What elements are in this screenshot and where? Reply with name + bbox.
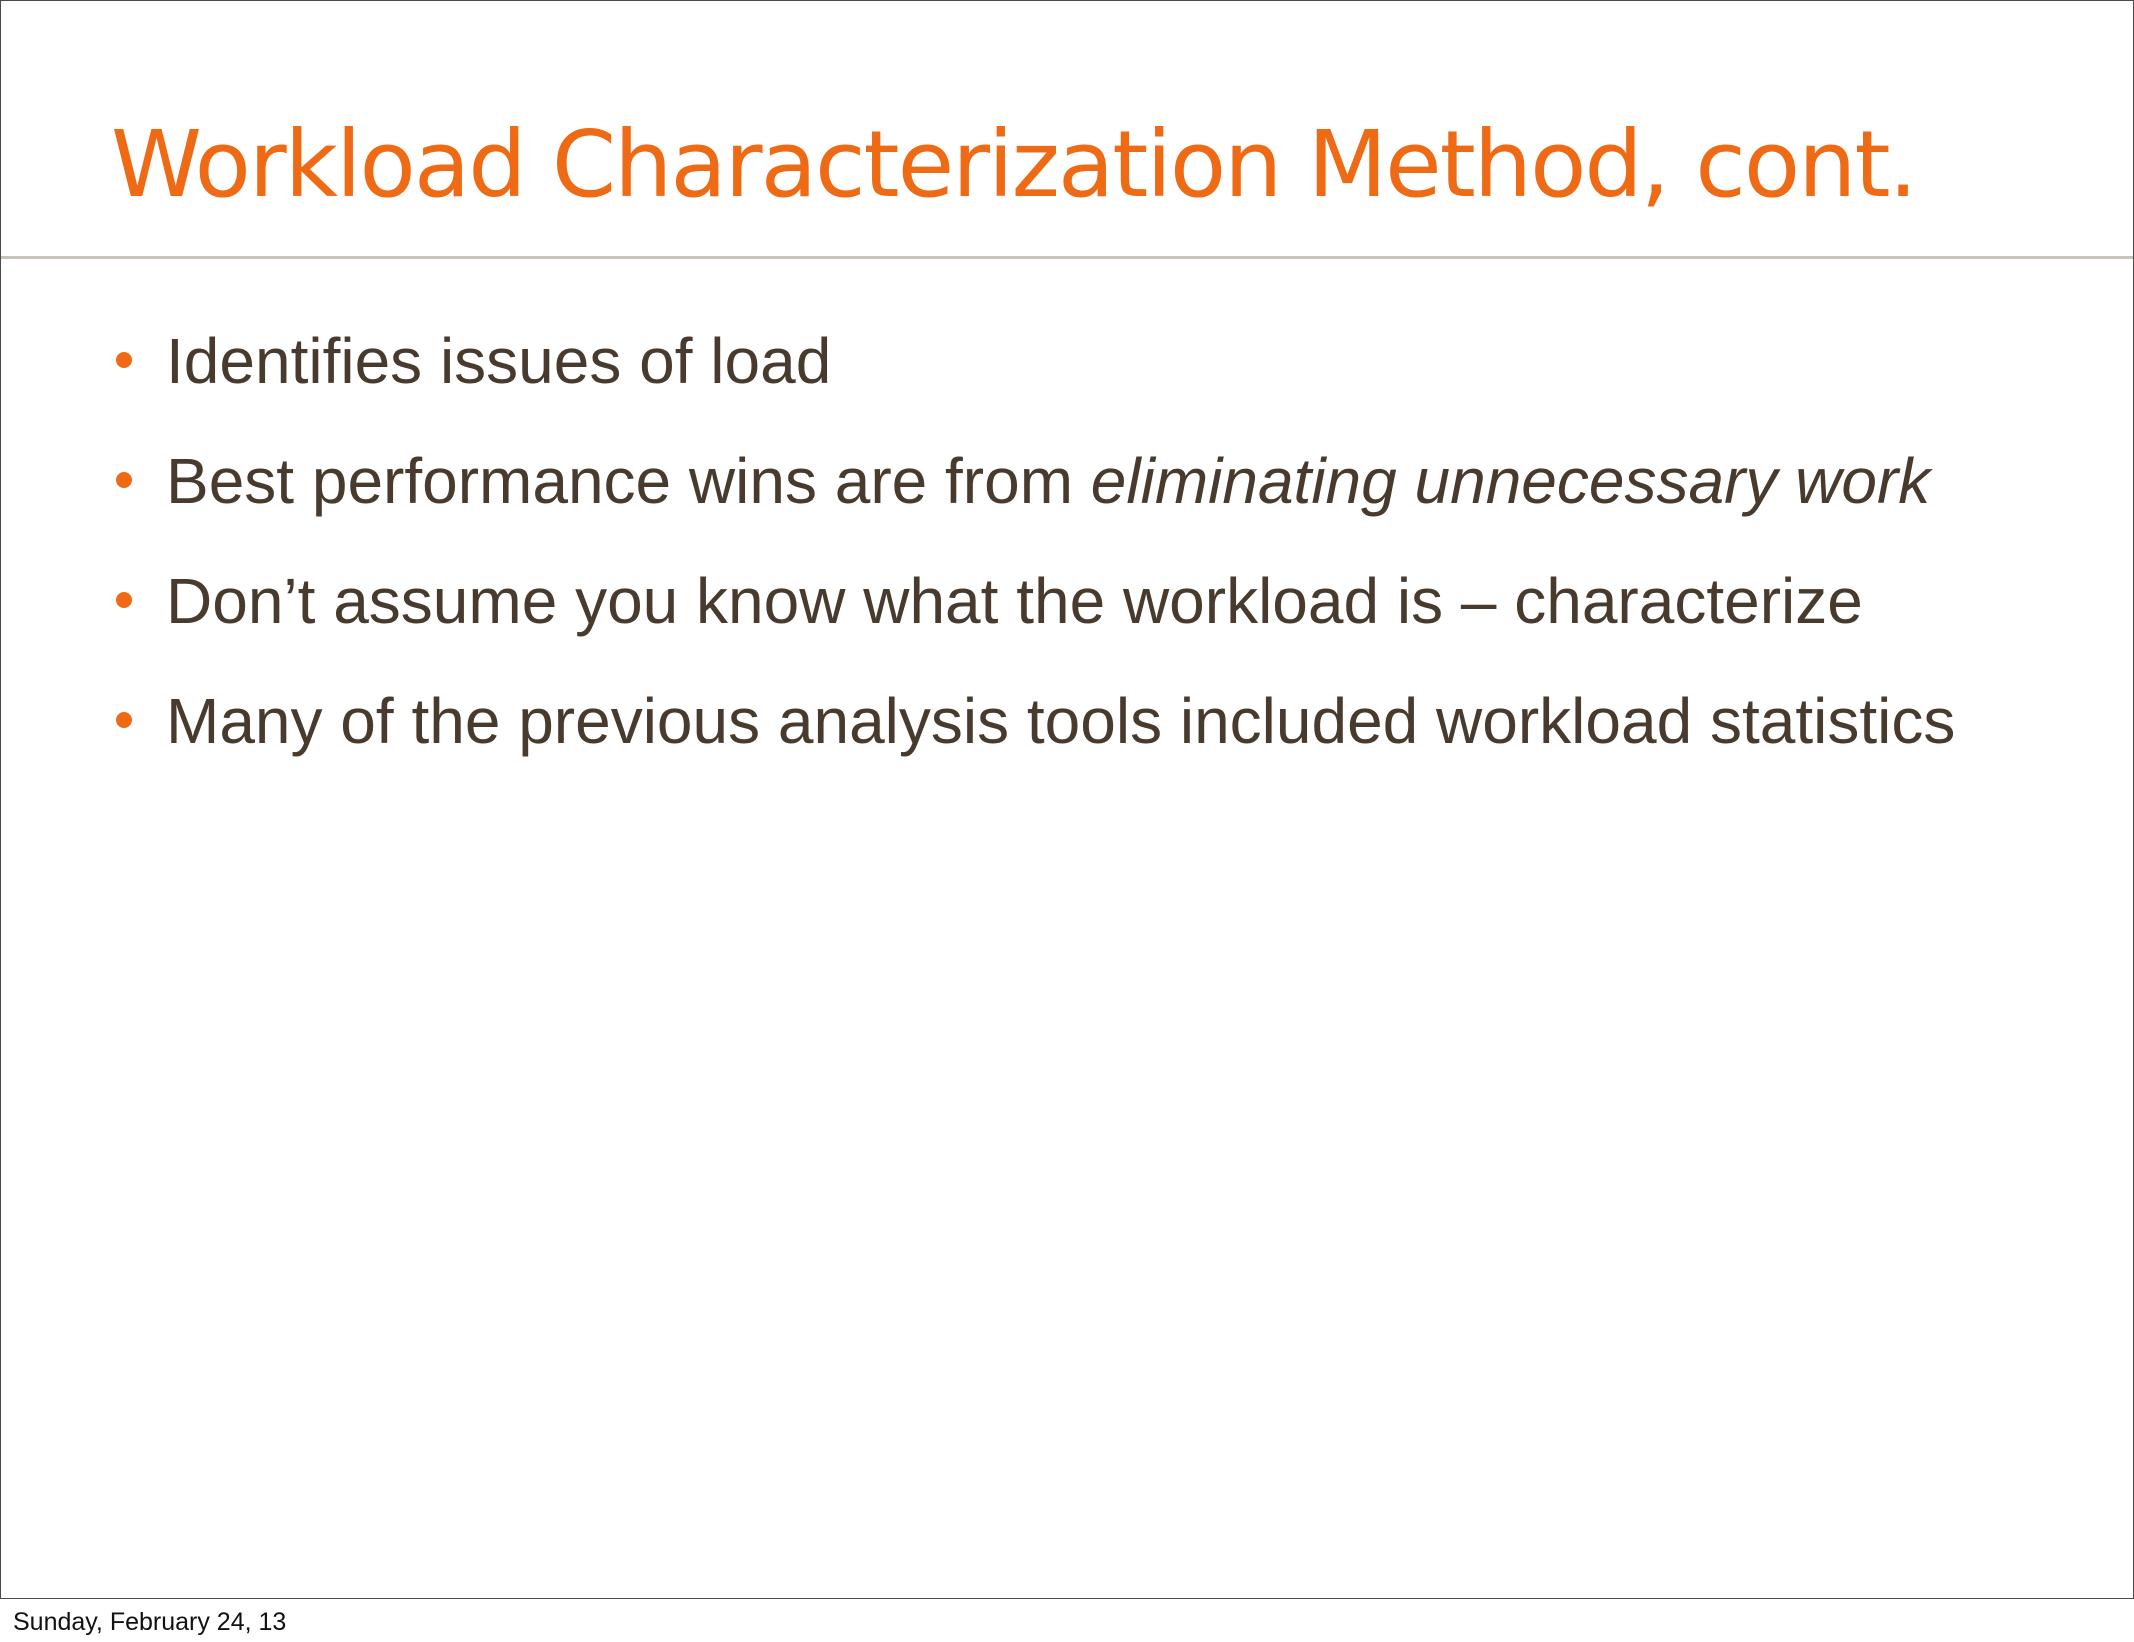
bullet-text [166,563,1863,639]
title-divider [1,256,2133,259]
bullet-text [166,443,1930,519]
footer-date: Sunday, February 24, 13 [13,1608,287,1636]
bullet-text-plain: Don’t assume you know what the workload is – characterize [166,565,1863,637]
bullet-dot-icon [116,352,132,368]
bullet-text-plain: Many of the previous analysis tools included workload statistics [166,685,1956,757]
bullet-text [166,683,1955,759]
bullet-dot-icon [116,592,132,608]
slide-title: Workload Characterization Method, cont. [111,111,1916,218]
bullet-text-plain: Identifies issues of load [166,325,832,397]
bullet-dot-icon [116,712,132,728]
bullet-text-plain: Best performance wins are from [166,445,1091,517]
bullet-text-emphasis: eliminating unnecessary work [1090,445,1931,517]
bullet-text [166,323,831,399]
bullet-dot-icon [116,472,132,488]
